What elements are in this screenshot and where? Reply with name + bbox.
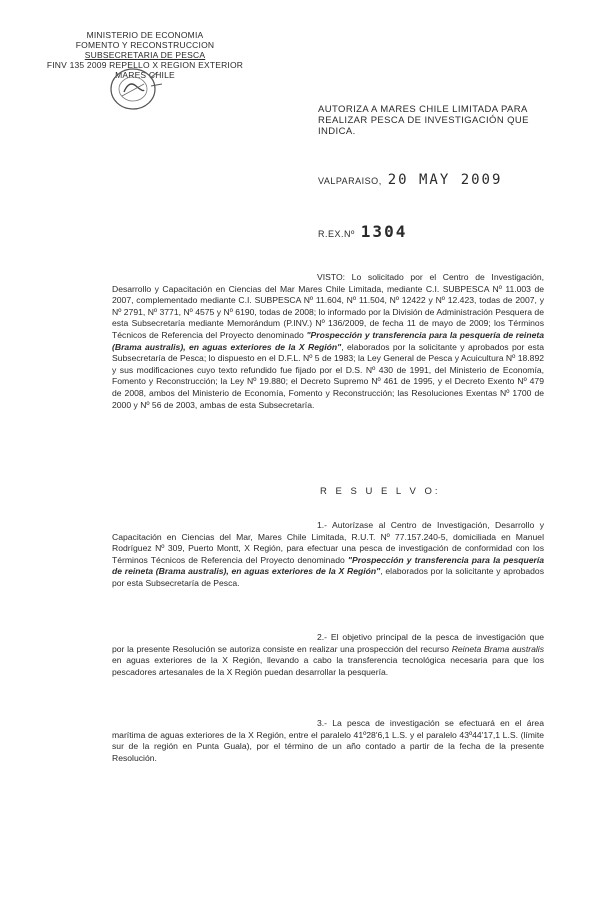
article-2-text-1: 2.- El objetivo principal de la pesca de investigación que por la presente Resolución se autoriza consiste en realizar una prospección del recurso [112,632,544,654]
article-2-text-2: en aguas exteriores de la X Región, llevando a cabo la transferencia tecnológica necesaria para que los pescadores artesanales de la X Región puedan desarrollar la pesquería. [112,655,544,677]
visto-project-title: "Prospección y transferencia para la pesquería de reineta (Brama australis), en aguas exteriores de la X Región" [112,329,544,352]
header-line-fomento: FOMENTO Y RECONSTRUCCION [75,40,215,50]
resolution-label: R.EX.Nº [318,229,355,239]
official-seal-icon [96,66,170,112]
date-line [318,172,502,188]
resolution-number: 1304 [360,222,408,241]
date-place: VALPARAISO, [318,176,382,186]
article-3-text: 3.- La pesca de investigación se efectuará en el área marítima de aguas exteriores de la X Región, entre el paralelo 41º28'6,1 L.S. y el paralelo 43º44'17,1 L.S. (límite sur de la región en Punta Guala), por el término de un año contado a partir de la fecha de la presente Resolución. [112,718,544,763]
visto-paragraph [112,272,544,411]
visto-lead: VISTO: [317,272,346,282]
visto-text-1: Lo solicitado por el Centro de Investigación, Desarrollo y Capacitación en Ciencias del Mar Mares Chile Limitada, mediante C.I. SUBPESCA Nº 11.003 de 2007, complementado mediante C.I. SUBPESCA Nº 11.604, Nº 11.504, Nº 12422 y Nº 12.423, todas de 2007, y Nº 2791, Nº 3771, Nº 4575 y Nº 6190, todas de 2008; lo informado por la División de Administración Pesquera de esta Subsecretaría mediante Memorándum (P.INV.) Nº 136/2009, de fecha 11 de mayo de 2009; los Términos Técnicos de Referencia del Proyecto denominado [112,272,544,340]
header-line-company: MARES CHILE [115,70,175,80]
resolution-subject: AUTORIZA A MARES CHILE LIMITADA PARA REALIZAR PESCA DE INVESTIGACIÓN QUE INDICA. [318,104,529,137]
article-2-species: Reineta Brama australis [451,643,544,654]
visto-text-2: , elaborados por la solicitante y aprobados por esta Subsecretaría de Pesca; lo dispuesto en el D.F.L. Nº 5 de 1983; la Ley General de Pesca y Acuicultura Nº 18.892 y sus modificaciones cuyo texto refundido fue fijado por el D.S. Nº 430 de 1991, del Ministerio de Economía, Fomento y Reconstrucción; la Ley Nº 19.880; el Decreto Supremo Nº 461 de 1995, y el Decreto Exento Nº 479 de 2008, ambos del Ministerio de Economía, Fomento y Reconstrucción; las Resoluciones Exentas Nº 1700 de 2000 y Nº 56 de 2003, ambas de esta Subsecretaría. [112,341,544,410]
article-1-text-2: , elaborados por la solicitante y aprobados por esta Subsecretaría de Pesca. [112,566,544,588]
article-3 [112,718,544,764]
header-line-subsecretaria: SUBSECRETARIA DE PESCA [84,50,206,60]
date-stamp: 20 MAY 2009 [387,172,503,188]
article-1-text-1: 1.- Autorízase al Centro de Investigación, Desarrollo y Capacitación en Ciencias del Mar, Mares Chile Limitada, R.U.T. Nº 77.157.240-5, domiciliada en Manuel Rodríguez Nº 309, Puerto Montt, X Región, para efectuar una pesca de investigación de conformidad con los Términos Técnicos de Referencia del Proyecto denominado [112,520,544,565]
resolution-number-line [318,222,407,241]
header-line-file-ref: FINV 135 2009 REPELLO X REGION EXTERIOR [46,60,244,70]
article-2 [112,632,544,678]
article-1 [112,520,544,590]
article-1-project-title: "Prospección y transferencia para la pesquería de reineta (Brama australis), en aguas exteriores de la X Región" [112,554,545,577]
header-line-ministry: MINISTERIO DE ECONOMIA [86,30,204,40]
resuelvo-heading: R E S U E L V O: [320,486,441,497]
